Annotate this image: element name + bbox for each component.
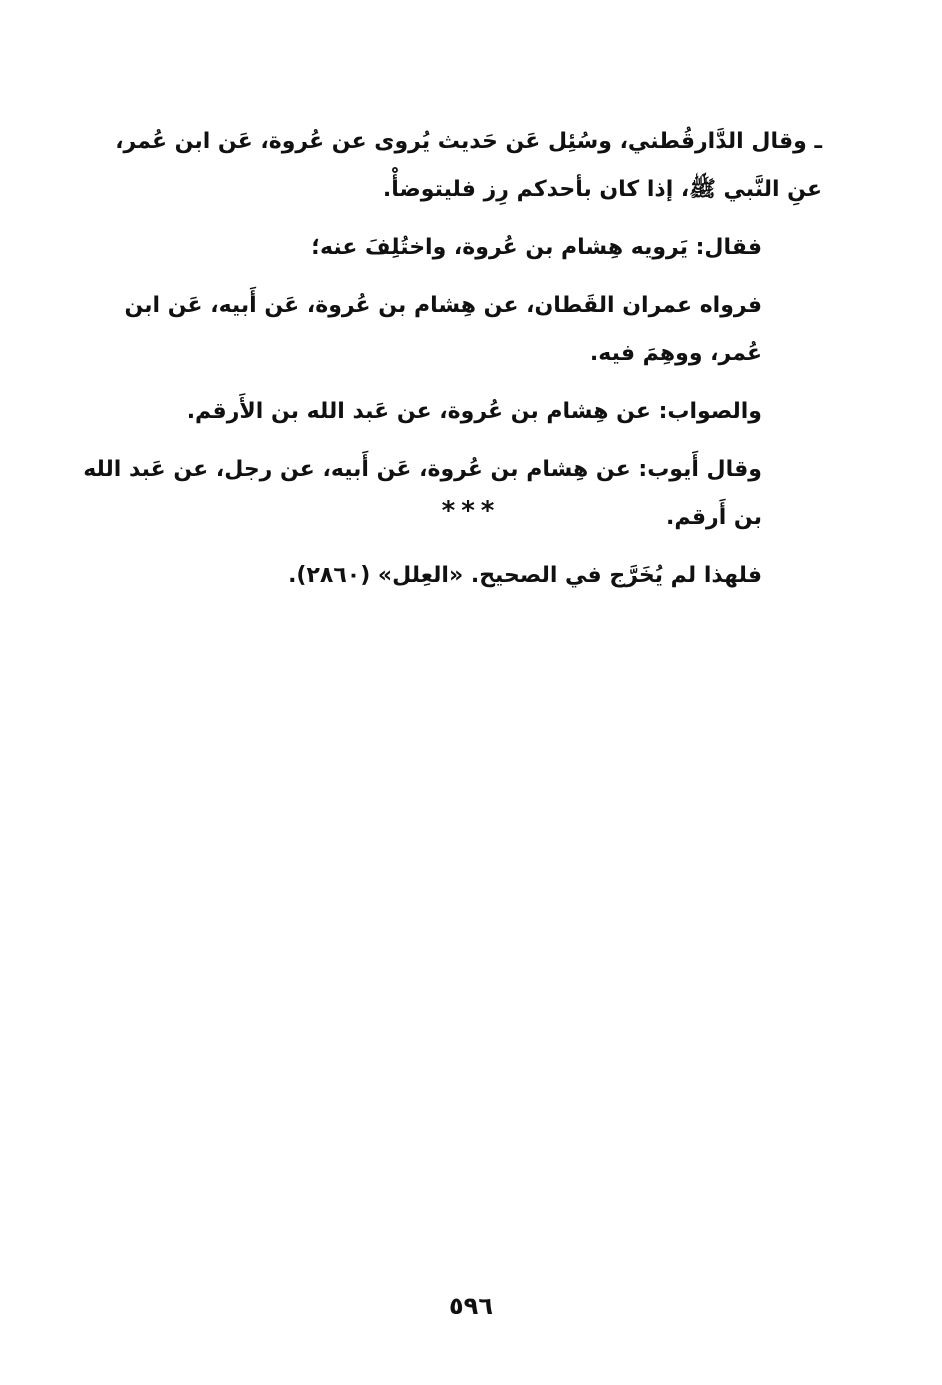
main-text: [82, 118, 822, 610]
page-number: ٥٩٦: [449, 1292, 493, 1320]
paragraph-5: وقال أَيوب: عن هِشام بن عُروة، عَن أَبيه، عن رجل، عن عَبد الله بن أَرقم.: [83, 457, 762, 530]
paragraph-3: فرواه عمران القَطان، عن هِشام بن عُروة، عَن أَبيه، عَن ابن عُمر، ووهِمَ فيه.: [124, 293, 762, 366]
section-separator: ***: [441, 496, 501, 526]
paragraph-1: ـ وقال الدَّارقُطني، وسُئِل عَن حَديث يُروى عن عُروة، عَن ابن عُمر، عنِ النَّبي ﷺ، إذا كان بأحدكم رِز فليتوضأْ.: [115, 129, 822, 202]
paragraph-4: والصواب: عن هِشام بن عُروة، عن عَبد الله بن الأَرقم.: [186, 399, 762, 424]
paragraph-2: فقال: يَرويه هِشام بن عُروة، واختُلِفَ عنه؛: [311, 235, 762, 260]
paragraph-6: فلهذا لم يُخَرَّج في الصحيح. «العِلل» (٢٨٦٠).: [288, 563, 762, 588]
